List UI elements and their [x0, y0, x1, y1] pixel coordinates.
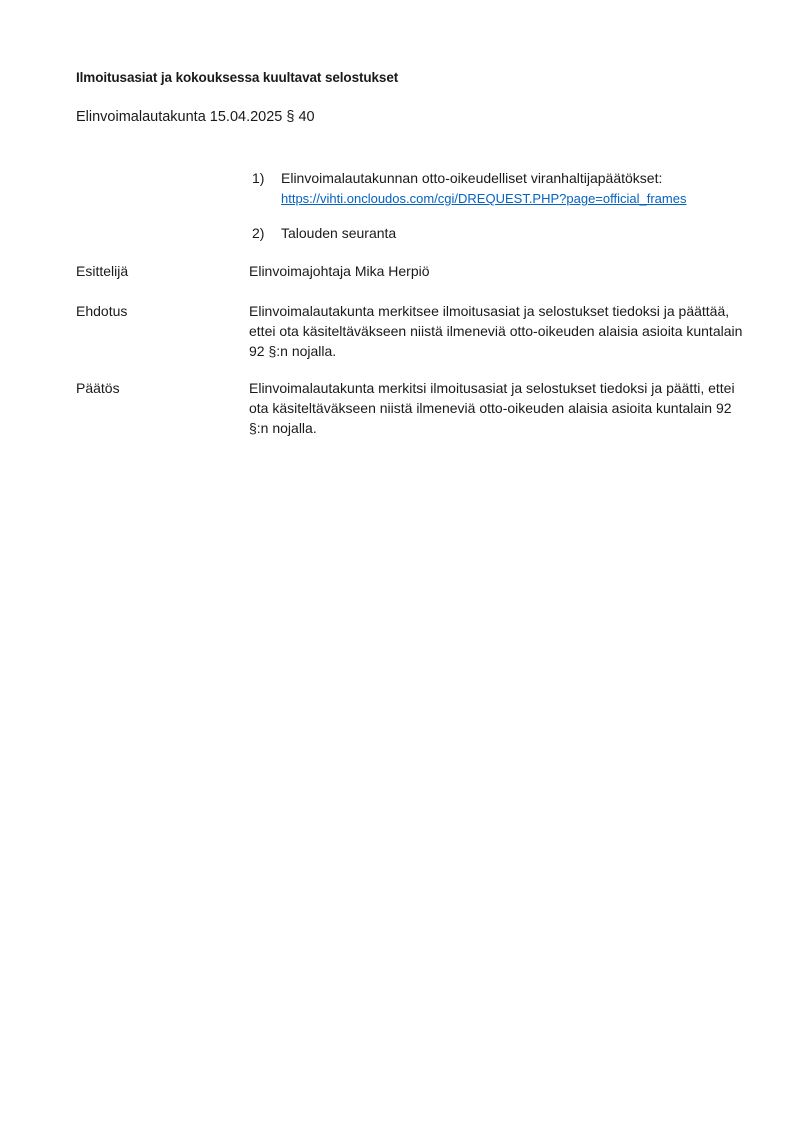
decision-label: Päätös: [76, 380, 120, 396]
presenter-value: Elinvoimajohtaja Mika Herpiö: [249, 263, 430, 279]
presenter-row: [76, 261, 756, 281]
proposal-label: Ehdotus: [76, 303, 128, 319]
list-item-number: 2): [252, 225, 265, 241]
list-item-text: Talouden seuranta: [281, 225, 397, 241]
list-item: [252, 223, 732, 243]
proposal-row: [76, 301, 756, 361]
list-item-number: 1): [252, 170, 265, 186]
meeting-reference: Elinvoimalautakunta 15.04.2025 § 40: [76, 109, 315, 125]
decision-text: Elinvoimalautakunta merkitsi ilmoitusasiat ja selostukset tiedoksi ja päätti, ettei ota käsiteltäväkseen niistä ilmeneviä otto-oikeuden alaisia asioita kuntalain 92 §:n nojalla.: [249, 380, 735, 436]
presenter-label: Esittelijä: [76, 263, 129, 279]
list-item-text: Elinvoimalautakunnan otto-oikeudelliset viranhaltijapäätökset:: [281, 170, 663, 186]
proposal-text: Elinvoimalautakunta merkitsee ilmoitusasiat ja selostukset tiedoksi ja päättää, ettei ota käsiteltäväkseen niistä ilmeneviä otto-oikeuden alaisia asioita kuntalain 92 §:n nojalla.: [249, 303, 743, 359]
list-item: [252, 168, 732, 209]
decision-row: [76, 378, 756, 438]
document-title: Ilmoitusasiat ja kokouksessa kuultavat selostukset: [76, 70, 399, 85]
official-decisions-link[interactable]: https://vihti.oncloudos.com/cgi/DREQUEST.PHP?page=official_frames: [281, 191, 687, 206]
